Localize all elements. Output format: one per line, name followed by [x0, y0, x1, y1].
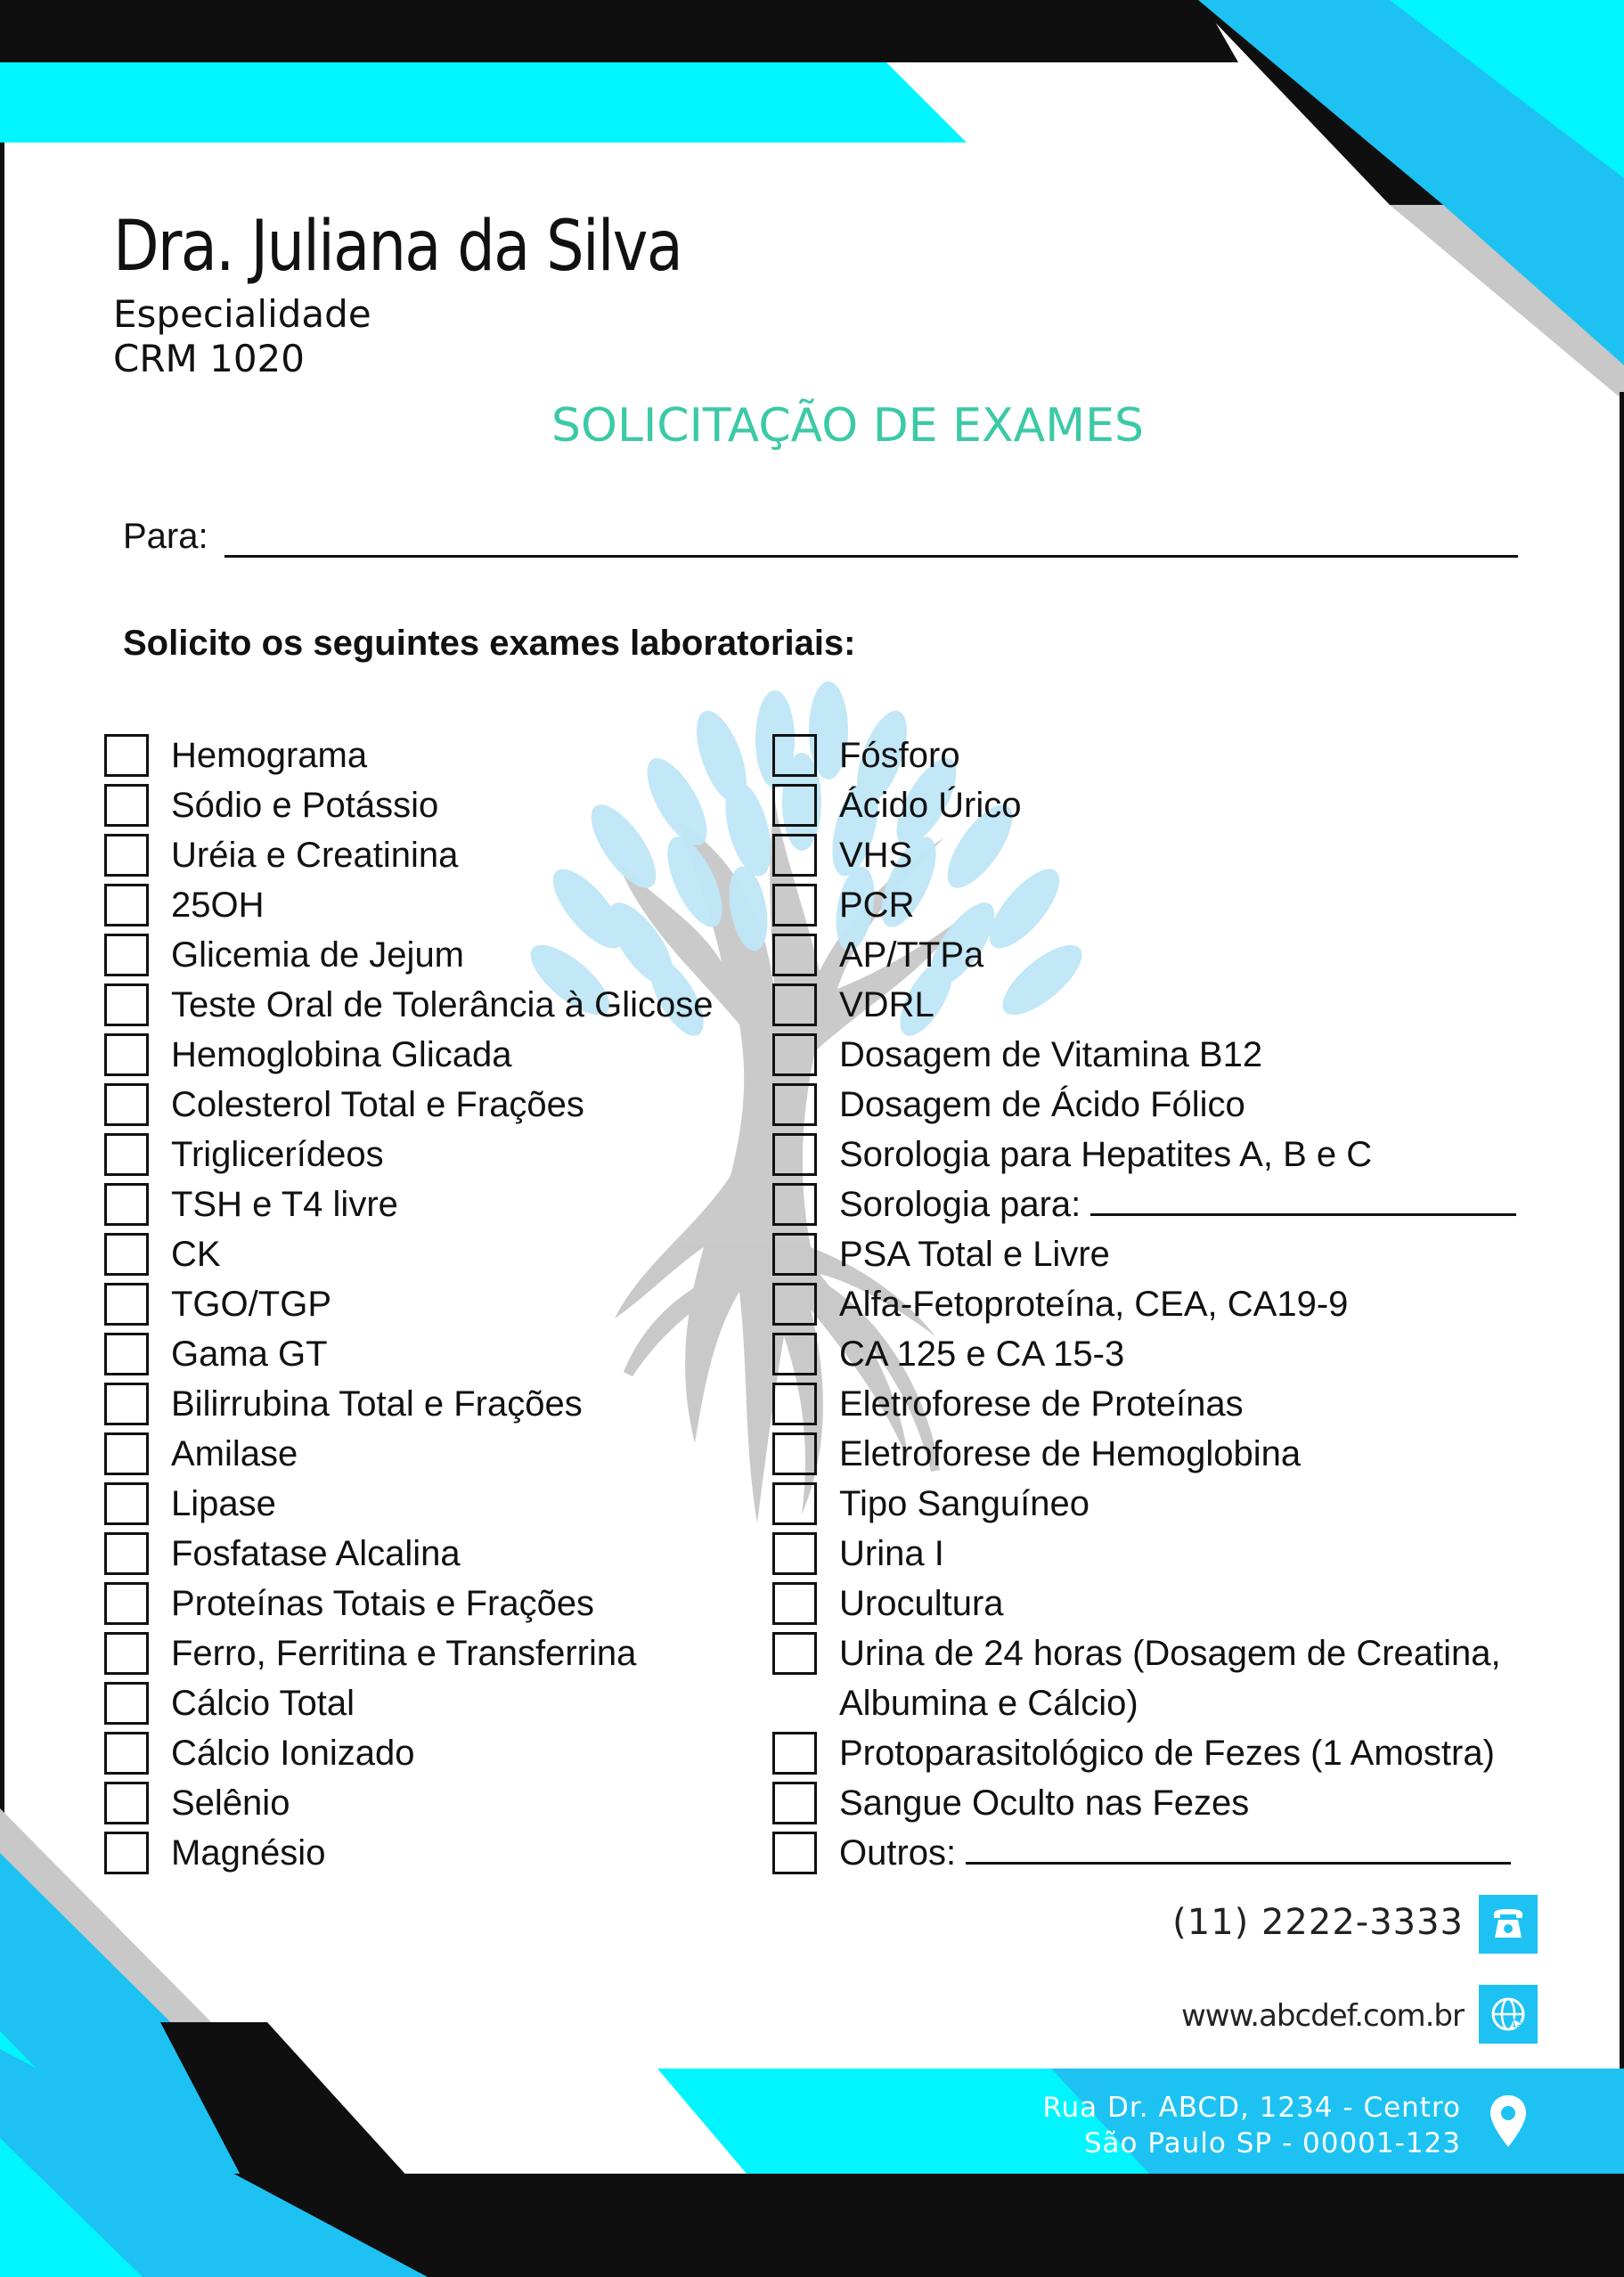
checkbox[interactable] [104, 983, 149, 1026]
checkbox[interactable] [772, 884, 817, 926]
exam-label: Dosagem de Vitamina B12 [839, 1035, 1263, 1074]
checkbox[interactable] [772, 1432, 817, 1475]
checkbox[interactable] [772, 734, 817, 777]
exam-label: TSH e T4 livre [171, 1185, 398, 1224]
checkbox[interactable] [104, 1333, 149, 1375]
checkbox[interactable] [772, 1782, 817, 1824]
checkbox[interactable] [772, 934, 817, 976]
checkbox[interactable] [772, 1582, 817, 1625]
exam-label: Uréia e Creatinina [171, 836, 459, 875]
recipient-label: Para: [123, 517, 208, 556]
exam-label: Urocultura [839, 1584, 1004, 1623]
checkbox[interactable] [104, 1133, 149, 1176]
checkbox[interactable] [104, 1233, 149, 1276]
checkbox[interactable] [772, 1133, 817, 1176]
exam-label: Proteínas Totais e Frações [171, 1584, 595, 1623]
exam-label [839, 1179, 1516, 1229]
globe-icon [1479, 1985, 1538, 2044]
checkbox[interactable] [772, 1083, 817, 1126]
location-pin-icon [1488, 2093, 1529, 2150]
exam-label [839, 1828, 1511, 1878]
form-title: SOLICITAÇÃO DE EXAMES [551, 399, 1144, 453]
exam-label: Bilirrubina Total e Frações [171, 1384, 583, 1424]
exam-label: Fosfatase Alcalina [171, 1534, 461, 1573]
checkbox[interactable] [104, 1482, 149, 1525]
exam-label: Albumina e Cálcio) [839, 1684, 1138, 1723]
sorologia-para-label: Sorologia para: [839, 1185, 1081, 1224]
exam-label: Selênio [171, 1783, 290, 1823]
exam-label: Sangue Oculto nas Fezes [839, 1783, 1250, 1823]
checkbox[interactable] [104, 934, 149, 976]
phone-icon [1479, 1895, 1538, 1954]
checkbox[interactable] [772, 834, 817, 877]
exam-label: Amilase [171, 1434, 298, 1473]
checkbox[interactable] [104, 1432, 149, 1475]
checkbox[interactable] [104, 1782, 149, 1824]
address [1042, 2090, 1461, 2161]
exam-label: Eletroforese de Proteínas [839, 1384, 1244, 1424]
sorologia-field[interactable] [1090, 1187, 1516, 1216]
checkbox[interactable] [772, 1183, 817, 1226]
checkbox[interactable] [104, 1682, 149, 1725]
exam-label: Cálcio Ionizado [171, 1734, 415, 1773]
doctor-name: Dra. Juliana da Silva [113, 207, 682, 287]
exam-label: Ferro, Ferritina e Transferrina [171, 1634, 637, 1673]
exam-label: Sorologia para Hepatites A, B e C [839, 1135, 1373, 1174]
exam-label: Glicemia de Jejum [171, 935, 465, 975]
exam-label: Urina de 24 horas (Dosagem de Creatina, [839, 1634, 1501, 1673]
exam-label: PSA Total e Livre [839, 1235, 1110, 1274]
checkbox[interactable] [104, 1383, 149, 1425]
checkbox[interactable] [772, 1632, 817, 1675]
exam-label: VDRL [839, 985, 934, 1024]
checkbox[interactable] [104, 884, 149, 926]
checkbox[interactable] [104, 834, 149, 877]
phone-number: (11) 2222-3333 [1172, 1902, 1464, 1943]
doctor-specialty: Especialidade [113, 292, 371, 336]
website[interactable]: www.abcdef.com.br [1180, 1998, 1464, 2034]
exam-label: Sódio e Potássio [171, 786, 439, 825]
checkbox[interactable] [104, 1083, 149, 1126]
exam-label: Hemograma [171, 736, 368, 775]
checkbox[interactable] [772, 784, 817, 827]
exam-label: VHS [839, 836, 913, 875]
exam-label: Hemoglobina Glicada [171, 1035, 512, 1074]
checkbox[interactable] [772, 1732, 817, 1775]
exam-label: CA 125 e CA 15-3 [839, 1334, 1125, 1374]
exam-label: AP/TTPa [839, 935, 984, 975]
exam-label: 25OH [171, 886, 265, 925]
exam-label: Ácido Úrico [839, 786, 1022, 825]
exam-label: TGO/TGP [171, 1285, 331, 1324]
exam-label: Gama GT [171, 1334, 328, 1374]
exam-label: Magnésio [171, 1833, 326, 1873]
exam-label: CK [171, 1235, 221, 1274]
checkbox[interactable] [104, 1582, 149, 1625]
checkbox[interactable] [104, 734, 149, 777]
checkbox[interactable] [772, 1482, 817, 1525]
checkbox[interactable] [104, 1033, 149, 1076]
exam-label: Alfa-Fetoproteína, CEA, CA19-9 [839, 1285, 1349, 1324]
checkbox[interactable] [772, 983, 817, 1026]
checkbox[interactable] [772, 1033, 817, 1076]
checkbox[interactable] [104, 1732, 149, 1775]
address-line-2: São Paulo SP - 00001-123 [1083, 2127, 1461, 2159]
checkbox[interactable] [104, 1632, 149, 1675]
exam-label: Triglicerídeos [171, 1135, 384, 1174]
exam-label: Cálcio Total [171, 1684, 355, 1723]
doctor-crm: CRM 1020 [113, 337, 305, 380]
outros-field[interactable] [966, 1835, 1511, 1865]
checkbox[interactable] [104, 784, 149, 827]
exam-label: Tipo Sanguíneo [839, 1484, 1089, 1523]
exam-label: Dosagem de Ácido Fólico [839, 1085, 1245, 1124]
checkbox[interactable] [772, 1383, 817, 1425]
checkbox[interactable] [104, 1183, 149, 1226]
request-heading: Solicito os seguintes exames laboratoriais: [123, 624, 856, 663]
checkbox[interactable] [772, 1333, 817, 1375]
exam-label: Protoparasitológico de Fezes (1 Amostra) [839, 1734, 1495, 1773]
recipient-field[interactable] [224, 555, 1518, 558]
exam-label: PCR [839, 886, 915, 925]
checkbox[interactable] [772, 1283, 817, 1326]
checkbox[interactable] [104, 1283, 149, 1326]
exam-label: Colesterol Total e Frações [171, 1085, 584, 1124]
checkbox[interactable] [772, 1233, 817, 1276]
exam-label: Eletroforese de Hemoglobina [839, 1434, 1302, 1473]
exam-label: Lipase [171, 1484, 276, 1523]
checkbox[interactable] [104, 1532, 149, 1575]
checkbox[interactable] [772, 1532, 817, 1575]
checkbox[interactable] [104, 1832, 149, 1874]
exam-label: Urina I [839, 1534, 944, 1573]
exam-label: Fósforo [839, 736, 960, 775]
address-line-1: Rua Dr. ABCD, 1234 - Centro [1042, 2092, 1461, 2124]
exam-label: Teste Oral de Tolerância à Glicose [171, 985, 714, 1024]
outros-label: Outros: [839, 1833, 957, 1873]
checkbox[interactable] [772, 1832, 817, 1874]
